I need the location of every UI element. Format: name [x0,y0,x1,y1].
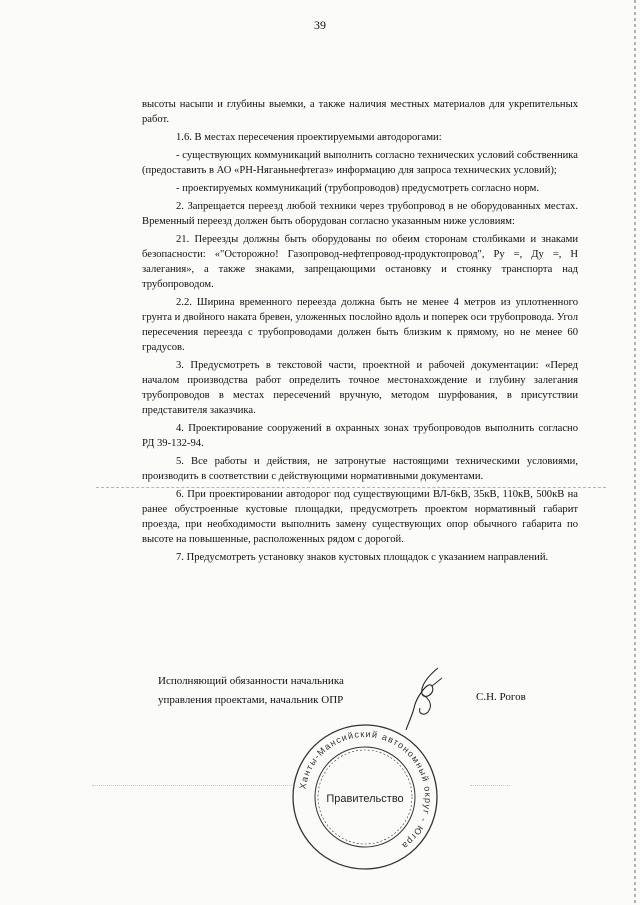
paragraph-7: 7. Предусмотреть установку знаков кустовых площадок с указанием направлений. [176,552,549,563]
paragraph-continuation: высоты насыпи и глубины выемки, а также наличия местных материалов для укрепительных работ. [142,99,578,125]
paragraph-existing-communications: - существующих коммуникаций выполнить согласно технических условий собственника (предоставить в АО «РН-Няганьнефтегаз» информацию для запроса технических условий); [142,150,578,176]
paragraph-4: 4. Проектирование сооружений в охранных зонах трубопроводов выполнить согласно РД 39-132-94. [142,423,578,449]
paragraph-1-6: 1.6. В местах пересечения проектируемыми автодорогами: [176,132,442,143]
signatory-title-line-2: управления проектами, начальник ОПР [158,694,344,706]
scan-dotted-line-right [470,785,510,786]
paragraph-2: 2. Запрещается переезд любой техники через трубопровод в не оборудованных местах. Временный переезд должен быть оборудован согласно указанным ниже условиям: [142,201,578,227]
paragraph-6: 6. При проектировании автодорог под существующими ВЛ-6кВ, 35кВ, 110кВ, 500кВ на ранее обустроенные кустовые площадки, предусмотреть проектом нормативный габарит проезда, при необходимости выполнить замену существующих опор обычного габарита по высоте на повышенные, расположенных рядом с дорогой. [142,489,578,545]
paragraph-2-1: 21. Переезды должны быть оборудованы по обеим сторонам столбиками и знаками безопасности: «"Осторожно! Газопровод-нефтепровод-продуктопровод", Ру =, Ду =, Н залегания», а также знаками, запрещающими остановку и стоянку транспорта над трубопроводом. [142,234,578,290]
signatory-title-line-1: Исполняющий обязанности начальника [158,675,344,687]
paragraph-designed-communications: - проектируемых коммуникаций (трубопроводов) предусмотреть согласно норм. [176,183,539,194]
signatory-title [158,672,344,710]
paragraph-3: 3. Предусмотреть в текстовой части, проектной и рабочей документации: «Перед началом производства работ определить точное местонахождение и глубину залегания трубопроводов в местах пересечений вручную, методом шурфования, в присутствии представителя заказчика. [142,360,578,416]
signatory-name: С.Н. Рогов [476,691,526,703]
document-body [142,97,578,568]
seal-outer-text: Ханты-Мансийский автономный округ - Югра [297,728,434,852]
scan-dotted-line-left [92,785,292,786]
page-number: 39 [314,18,326,32]
scan-edge [634,0,636,905]
paragraph-2-2: 2.2. Ширина временного переезда должна быть не менее 4 метров из уплотненного грунта и двойного наката бревен, уложенных послойно вдоль и поперек оси трубопровода. Угол пересечения переезда с трубопроводами должен быть близким к прямому, но не менее 60 градусов. [142,297,578,353]
seal-center-text: Правительство [326,793,404,805]
scan-dotted-line [96,487,606,488]
official-seal [290,722,440,872]
paragraph-5: 5. Все работы и действия, не затронутые настоящими техническими условиями, производить в соответствии с действующими нормативными документами. [142,456,578,482]
